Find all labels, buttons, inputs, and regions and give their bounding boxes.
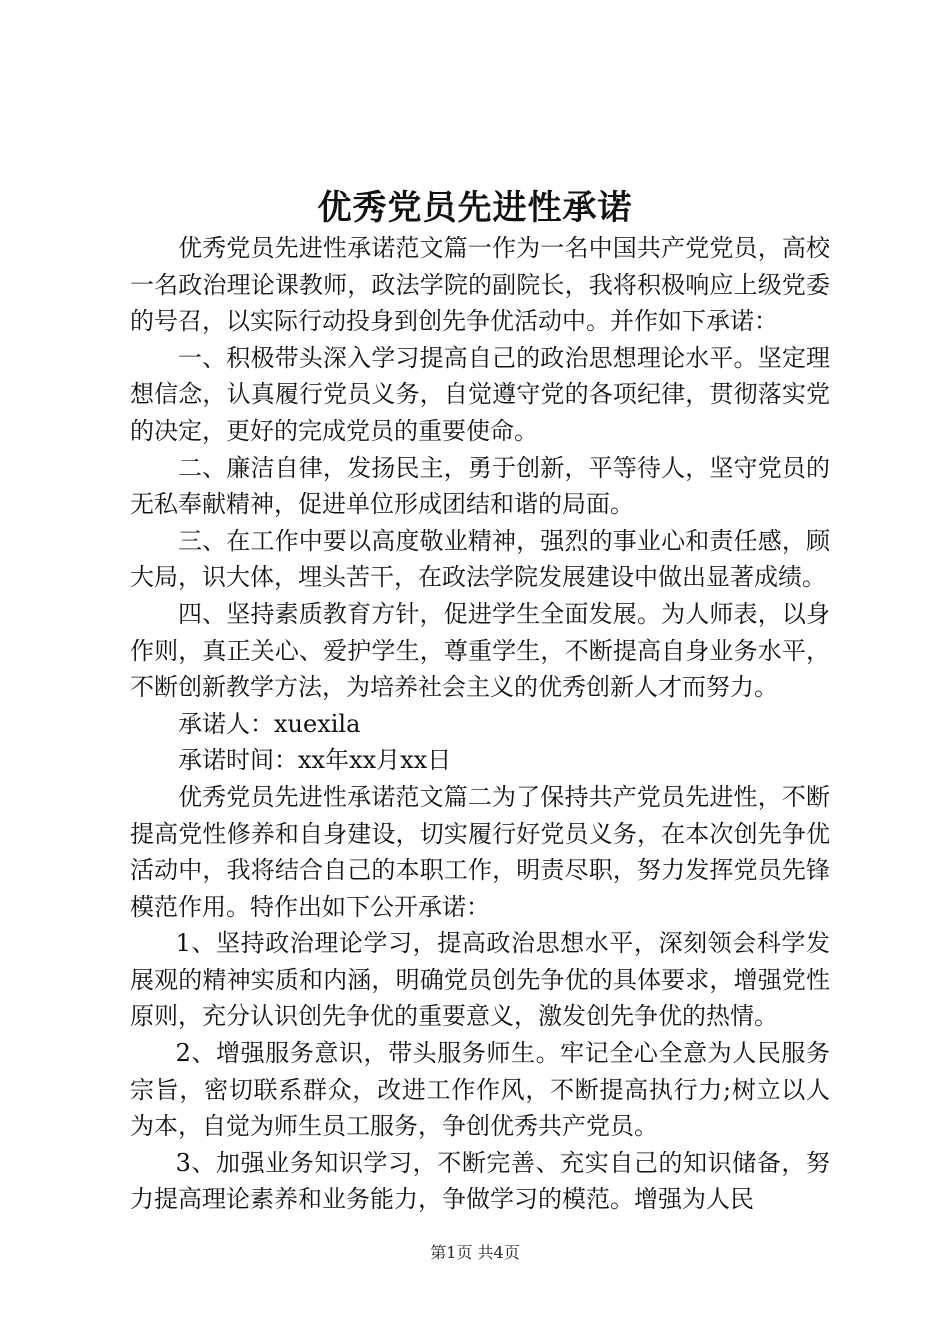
paragraph-point-1: 1、坚持政治理论学习，提高政治思想水平，深刻领会科学发展观的精神实质和内涵，明确党员创先争优的具体要求，增强党性原则，充分认识创先争优的重要意义，激发创先争优的热情。 [130, 929, 830, 1031]
paragraph-point-2: 2、增强服务意识，带头服务师生。牢记全心全意为人民服务宗旨，密切联系群众，改进工作作风，不断提高执行力;树立以人为本，自觉为师生员工服务，争创优秀共产党员。 [130, 1039, 830, 1141]
paragraph-item-3: 三、在工作中要以高度敬业精神，强烈的事业心和责任感，顾大局，识大体，埋头苦干，在政法学院发展建设中做出显著成绩。 [130, 526, 830, 592]
promiser-line: 承诺人：xuexila [178, 709, 361, 738]
page-number-footer: 第1页 共4页 [430, 1243, 520, 1262]
paragraph-item-2: 二、廉洁自律，发扬民主，勇于创新，平等待人，坚守党员的无私奉献精神，促进单位形成团结和谐的局面。 [130, 453, 830, 519]
paragraph-intro-2: 优秀党员先进性承诺范文篇二为了保持共产党员先进性，不断提高党性修养和自身建设，切实履行好党员义务，在本次创先争优活动中，我将结合自己的本职工作，明责尽职，努力发挥党员先锋模范作用。特作出如下公开承诺： [130, 782, 830, 921]
paragraph-intro-1: 优秀党员先进性承诺范文篇一作为一名中国共产党党员，高校一名政治理论课教师，政法学院的副院长，我将积极响应上级党委的号召，以实际行动投身到创先争优活动中。并作如下承诺： [130, 234, 830, 336]
paragraph-item-1: 一、积极带头深入学习提高自己的政治思想理论水平。坚定理想信念，认真履行党员义务，自觉遵守党的各项纪律，贯彻落实党的决定，更好的完成党员的重要使命。 [130, 343, 830, 445]
paragraph-point-3: 3、加强业务知识学习，不断完善、充实自己的知识储备，努力提高理论素养和业务能力，争做学习的模范。增强为人民 [130, 1148, 830, 1214]
paragraph-item-4: 四、坚持素质教育方针，促进学生全面发展。为人师表，以身作则，真正关心、爱护学生，尊重学生，不断提高自身业务水平，不断创新教学方法，为培养社会主义的优秀创新人才而努力。 [130, 599, 830, 702]
document-title: 优秀党员先进性承诺 [317, 188, 633, 228]
document-body [130, 230, 830, 1218]
promise-date-line: 承诺时间：xx年xx月xx日 [178, 746, 452, 775]
